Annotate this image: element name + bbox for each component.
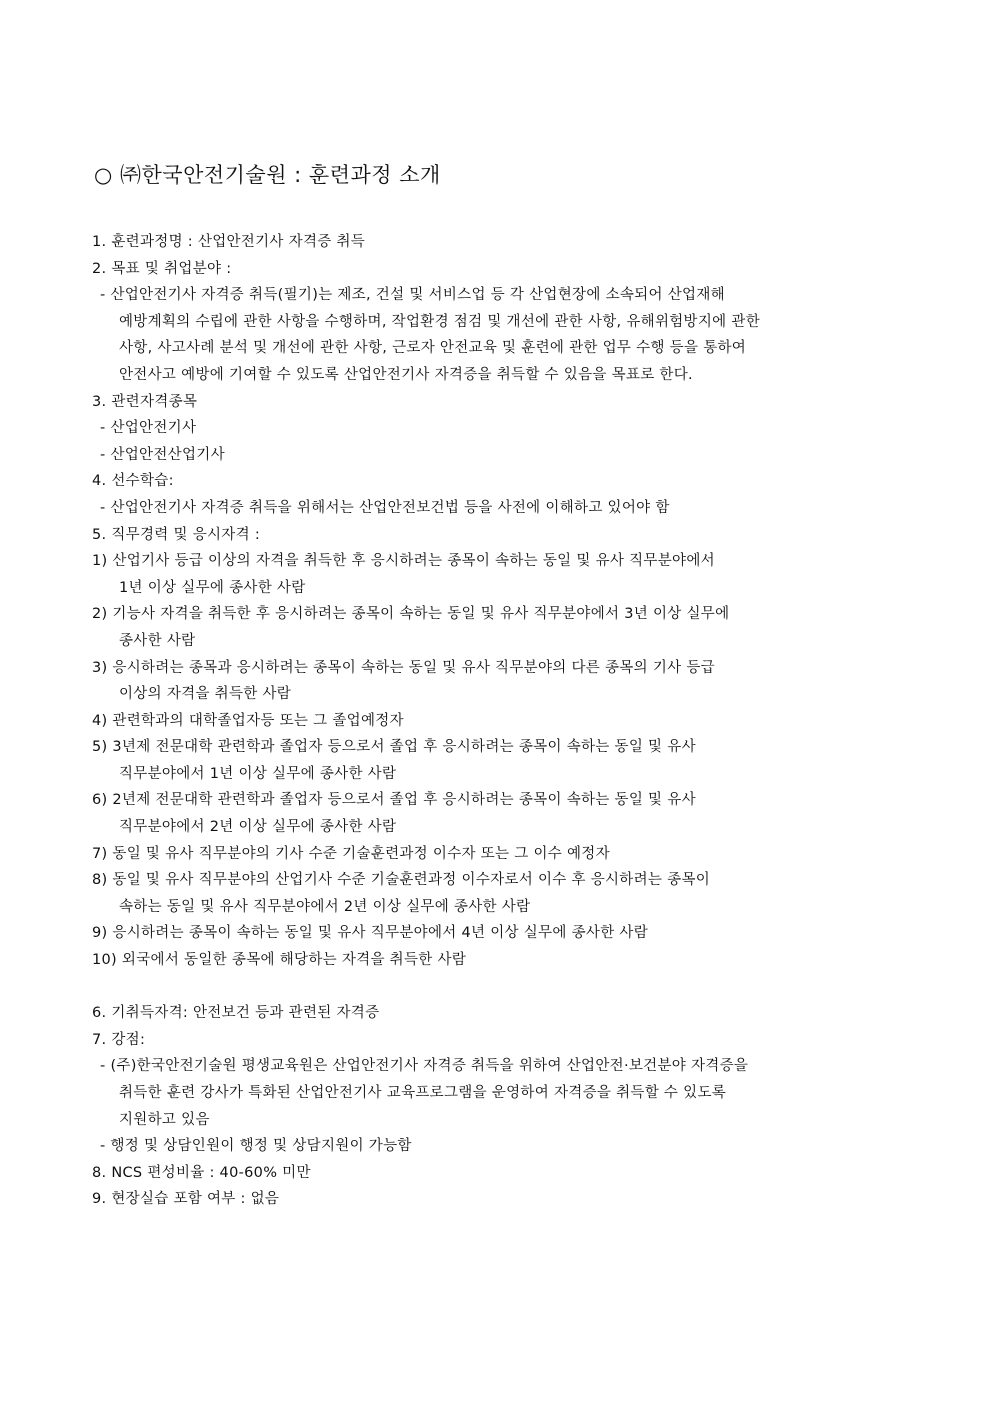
- goal-text-line: 사항, 사고사례 분석 및 개선에 관한 사항, 근로자 안전교육 및 훈련에 관한 업무 수행 등을 통하여: [119, 340, 747, 357]
- strength-heading: 7. 강점:: [92, 1031, 146, 1048]
- career-item: 10) 외국에서 동일한 종목에 해당하는 자격을 취득한 사람: [92, 952, 467, 969]
- career-item: 6) 2년제 전문대학 관련학과 졸업자 등으로서 졸업 후 응시하려는 종목이 속하는 동일 및 유사: [92, 792, 696, 809]
- related-heading: 3. 관련자격종목: [92, 393, 198, 410]
- prereq-text: - 산업안전기사 자격증 취득을 위해서는 산업안전보건법 등을 사전에 이해하고 있어야 함: [100, 499, 670, 516]
- career-item-cont: 종사한 사람: [119, 632, 196, 649]
- ncs-ratio: 8. NCS 편성비율 : 40-60% 미만: [92, 1164, 311, 1181]
- career-item-cont: 이상의 자격을 취득한 사람: [119, 686, 292, 703]
- career-item: 7) 동일 및 유사 직무분야의 기사 수준 기술훈련과정 이수자 또는 그 이수 예정자: [92, 845, 610, 862]
- career-item: 9) 응시하려는 종목이 속하는 동일 및 유사 직무분야에서 4년 이상 실무에 종사한 사람: [92, 925, 649, 942]
- related-item: - 산업안전산업기사: [100, 446, 225, 463]
- course-name: 1. 훈련과정명 : 산업안전기사 자격증 취득: [92, 234, 366, 250]
- career-item-cont: 속하는 동일 및 유사 직무분야에서 2년 이상 실무에 종사한 사람: [119, 898, 531, 915]
- strength-item: - (주)한국안전기술원 평생교육원은 산업안전기사 자격증 취득을 위하여 산업안전·보건분야 자격증을: [100, 1058, 749, 1075]
- related-item: - 산업안전기사: [100, 420, 197, 437]
- prior-qualification: 6. 기취득자격: 안전보건 등과 관련된 자격증: [92, 1005, 380, 1022]
- strength-item: - 행정 및 상담인원이 행정 및 상담지원이 가능함: [100, 1138, 412, 1155]
- career-item-cont: 직무분야에서 2년 이상 실무에 종사한 사람: [119, 819, 397, 836]
- career-item: 5) 3년제 전문대학 관련학과 졸업자 등으로서 졸업 후 응시하려는 종목이 속하는 동일 및 유사: [92, 739, 696, 756]
- goal-heading: 2. 목표 및 취업분야 :: [92, 260, 232, 277]
- goal-text-line: - 산업안전기사 자격증 취득(필기)는 제조, 건설 및 서비스업 등 각 산업현장에 소속되어 산업재해: [100, 287, 725, 304]
- career-item: 3) 응시하려는 종목과 응시하려는 종목이 속하는 동일 및 유사 직무분야의 다른 종목의 기사 등급: [92, 659, 715, 676]
- page-title: ○ ㈜한국안전기술원 : 훈련과정 소개: [94, 163, 441, 187]
- strength-item-cont: 취득한 훈련 강사가 특화된 산업안전기사 교육프로그램을 운영하여 자격증을 취득할 수 있도록: [119, 1085, 727, 1101]
- field-practice: 9. 현장실습 포함 여부 : 없음: [92, 1191, 280, 1208]
- career-item: 8) 동일 및 유사 직무분야의 산업기사 수준 기술훈련과정 이수자로서 이수 후 응시하려는 종목이: [92, 872, 711, 889]
- prereq-heading: 4. 선수학습:: [92, 473, 174, 490]
- career-item: 1) 산업기사 등급 이상의 자격을 취득한 후 응시하려는 종목이 속하는 동일 및 유사 직무분야에서: [92, 553, 715, 570]
- career-heading: 5. 직무경력 및 응시자격 :: [92, 526, 261, 543]
- strength-item-cont: 지원하고 있음: [119, 1111, 210, 1128]
- blank-line: [92, 974, 922, 1001]
- document-body: [92, 229, 922, 1213]
- goal-text-line: 예방계획의 수립에 관한 사항을 수행하며, 작업환경 점검 및 개선에 관한 사항, 유해위험방지에 관한: [119, 313, 761, 330]
- career-item: 2) 기능사 자격을 취득한 후 응시하려는 종목이 속하는 동일 및 유사 직무분야에서 3년 이상 실무에: [92, 606, 730, 623]
- career-item-cont: 직무분야에서 1년 이상 실무에 종사한 사람: [119, 765, 397, 782]
- career-item-cont: 1년 이상 실무에 종사한 사람: [119, 579, 306, 596]
- career-item: 4) 관련학과의 대학졸업자등 또는 그 졸업예정자: [92, 712, 404, 729]
- goal-text-line: 안전사고 예방에 기여할 수 있도록 산업안전기사 자격증을 취득할 수 있음을 목표로 한다.: [119, 366, 693, 383]
